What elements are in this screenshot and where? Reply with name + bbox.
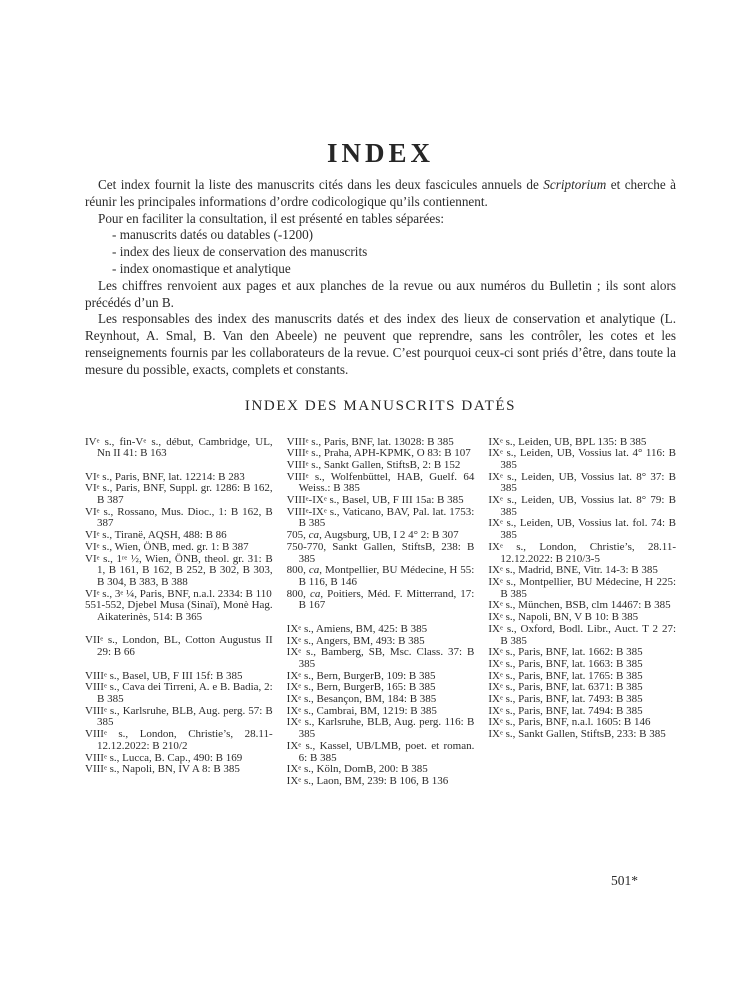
index-entry: IXe s., München, BSB, clm 14467: B 385 (488, 599, 671, 612)
intro-paragraph: Les chiffres renvoient aux pages et aux planches de la revue ou aux numéros du Bulletin ; ils sont alors précédés d’un B. (85, 277, 676, 310)
index-entry: IXe s., Leiden, UB, Vossius lat. 4° 116: B 385 (488, 447, 677, 471)
index-entry: VIIIe s., Sankt Gallen, StiftsB, 2: B 152 (286, 458, 461, 471)
index-entry: VIe s., Tiranë, AQSH, 488: B 86 (85, 529, 227, 542)
index-entry: IXe s., Paris, BNF, lat. 1662: B 385 (488, 646, 643, 659)
index-entry: IXe s., Köln, DomB, 200: B 385 (286, 763, 428, 776)
intro-list-item: - index onomastique et analytique (112, 260, 291, 276)
index-entry: IXe s., London, Christie’s, 28.11-12.12.2022: B 210/3-5 (488, 540, 677, 565)
index-entry: IXe s., Leiden, UB, Vossius lat. fol. 74: B 385 (488, 517, 677, 542)
index-entry: VIIIe-IXe s., Vaticano, BAV, Pal. lat. 1753: B 385 (286, 505, 475, 530)
index-entry: 750-770, Sankt Gallen, StiftsB, 238: B 385 (286, 540, 475, 565)
index-entry: IXe s., Paris, BNF, lat. 7494: B 385 (488, 704, 643, 717)
index-entry: IXe s., Bern, BurgerB, 165: B 385 (286, 681, 436, 694)
index-entry: IXe s., Leiden, UB, Vossius lat. 8° 79: B 385 (488, 494, 677, 518)
index-entry: VIIIe-IXe s., Basel, UB, F III 15a: B 385 (286, 494, 464, 507)
intro-list-item: - manuscrits datés ou datables (-1200) (112, 227, 314, 243)
index-entry: IXe s., Angers, BM, 493: B 385 (286, 634, 425, 647)
index-entry: IXe s., Amiens, BM, 425: B 385 (286, 622, 428, 635)
index-entry: IXe s., Paris, BNF, lat. 1663: B 385 (488, 657, 643, 670)
index-entry: IXe s., Napoli, BN, V B 10: B 385 (488, 611, 639, 624)
index-entry: IXe s., Paris, BNF, lat. 1765: B 385 (488, 669, 643, 682)
index-column-1 (85, 437, 273, 788)
index-entry: VIIIe s., Paris, BNF, lat. 13028: B 385 (286, 435, 454, 448)
index-entry: IXe s., Leiden, UB, BPL 135: B 385 (488, 435, 647, 448)
entry-group (85, 472, 273, 624)
index-entry: 800, ca, Montpellier, BU Médecine, H 55: B 116, B 146 (286, 564, 475, 588)
page-number: 501* (611, 873, 638, 888)
index-entry: VIIIe s., Basel, UB, F III 15f: B 385 (85, 669, 243, 682)
intro-paragraph: Cet index fournit la liste des manuscrits cités dans les deux fascicules annuels de Scriptorium et cherche à réunir les principales informations d’ordre codicologique qu’ils contiennent. (85, 177, 676, 209)
index-entry: VIIIe s., London, Christie’s, 28.11-12.12.2022: B 210/2 (85, 728, 273, 752)
index-entry: IVe s., fin-Ve s., début, Cambridge, UL, Nn II 41: B 163 (85, 435, 273, 460)
index-columns (85, 437, 676, 788)
index-entry: VIIe s., London, BL, Cotton Augustus II 29: B 66 (85, 634, 273, 659)
page-title: INDEX (326, 138, 434, 168)
section-heading-manuscrits-dates: INDEX DES MANUSCRITS DATÉS (244, 397, 517, 414)
index-entry: 551-552, Djebel Musa (Sinaï), Monè Hag. Aikaterinès, 514: B 365 (85, 599, 273, 624)
intro-list (85, 227, 676, 277)
index-entry: IXe s., Bern, BurgerB, 109: B 385 (286, 669, 436, 682)
index-entry: IXe s., Bamberg, SB, Msc. Class. 37: B 385 (286, 646, 475, 670)
intro-paragraph: Les responsables des index des manuscrits datés et des index des lieux de conservation et analytique (L. Reynhout, A. Smal, B. Van den Abeele) ne peuvent que reprendre, sans les contrôler, les cotes et les renseignements fournis par les collaborateurs de la revue. C’est pourquoi ceux-ci sont priés d’être, dans toute la mesure du possible, exacts, complets et constants. (85, 311, 676, 377)
index-entry: VIe s., Rossano, Mus. Dioc., 1: B 162, B 387 (85, 505, 273, 530)
index-column-3 (488, 437, 676, 788)
index-entry: 800, ca, Poitiers, Méd. F. Mitterrand, 17: B 167 (286, 587, 475, 612)
index-entry: IXe s., Montpellier, BU Médecine, H 225: B 385 (488, 576, 677, 600)
index-entry: VIe s., 1re ½, Wien, ÖNB, theol. gr. 31: B 1, B 161, B 162, B 252, B 302, B 303, B 304, B 383, B 388 (85, 552, 273, 588)
entry-group (85, 635, 273, 658)
index-entry: VIe s., Paris, BNF, Suppl. gr. 1286: B 162, B 387 (85, 482, 273, 507)
index-entry: IXe s., Laon, BM, 239: B 106, B 136 (286, 774, 449, 787)
intro-list-item: - index des lieux de conservation des manuscrits (112, 244, 368, 260)
index-entry: IXe s., Madrid, BNE, Vitr. 14-3: B 385 (488, 564, 658, 577)
index-entry: IXe s., Karlsruhe, BLB, Aug. perg. 116: B 385 (286, 716, 475, 741)
entry-group (85, 437, 273, 460)
index-entry: IXe s., Cambrai, BM, 1219: B 385 (286, 704, 437, 717)
index-entry: VIe s., Paris, BNF, lat. 12214: B 283 (85, 470, 245, 483)
entry-group (85, 671, 273, 776)
index-entry: IXe s., Oxford, Bodl. Libr., Auct. T 2 27: B 385 (488, 622, 677, 647)
index-entry: IXe s., Besançon, BM, 184: B 385 (286, 693, 437, 706)
index-entry: IXe s., Leiden, UB, Vossius lat. 8° 37: B 385 (488, 470, 677, 495)
index-entry: VIe s., Wien, ÖNB, med. gr. 1: B 387 (85, 540, 249, 553)
index-column-2 (287, 437, 475, 788)
index-entry: 705, ca, Augsburg, UB, I 2 4° 2: B 307 (286, 529, 459, 542)
index-entry: VIIIe s., Karlsruhe, BLB, Aug. perg. 57: B 385 (85, 704, 273, 729)
page-content (85, 0, 676, 788)
intro-block (85, 177, 676, 379)
index-entry: IXe s., Paris, BNF, lat. 7493: B 385 (488, 693, 643, 706)
index-entry: VIIIe s., Praha, APH-KPMK, O 83: B 107 (286, 447, 471, 460)
intro-paragraph: Pour en faciliter la consultation, il est présenté en tables séparées: (98, 210, 445, 226)
index-entry: IXe s., Paris, BNF, n.a.l. 1605: B 146 (488, 716, 651, 729)
index-entry: VIIIe s., Wolfenbüttel, HAB, Guelf. 64 Weiss.: B 385 (286, 470, 475, 495)
index-entry: IXe s., Kassel, UB/LMB, poet. et roman. 6: B 385 (286, 739, 475, 764)
index-entry: VIIIe s., Napoli, BN, IV A 8: B 385 (85, 763, 240, 776)
index-entry: VIe s., 3e ¼, Paris, BNF, n.a.l. 2334: B 110 (85, 587, 272, 600)
index-entry: IXe s., Sankt Gallen, StiftsB, 233: B 385 (488, 728, 666, 741)
index-entry: VIIIe s., Lucca, B. Cap., 490: B 169 (85, 751, 243, 764)
entry-group (287, 624, 475, 788)
index-entry: IXe s., Paris, BNF, lat. 6371: B 385 (488, 681, 643, 694)
entry-group (287, 437, 475, 613)
entry-group (488, 437, 676, 741)
index-entry: VIIIe s., Cava dei Tirreni, A. e B. Badia, 2: B 385 (85, 681, 273, 705)
